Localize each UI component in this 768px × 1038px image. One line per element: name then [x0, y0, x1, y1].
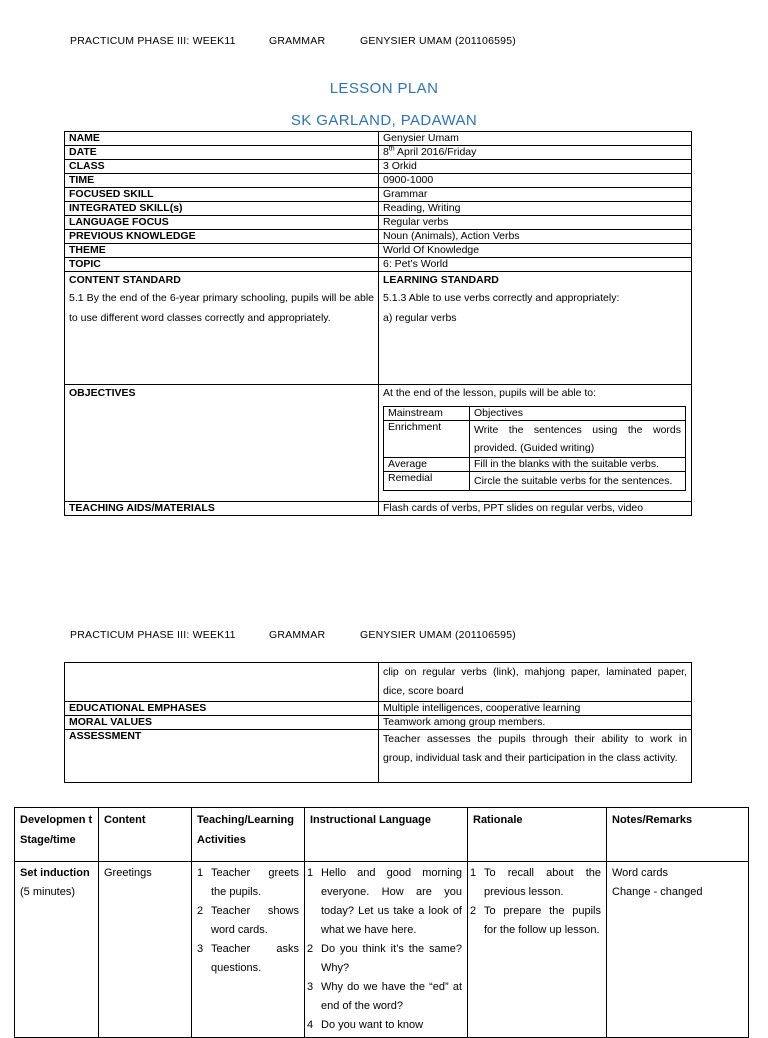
- moral-label: MORAL VALUES: [65, 716, 379, 730]
- content-standard-text: 5.1 By the end of the 6-year primary schooling, pupils will be able to use different word classes correctly and appropriately.: [69, 292, 374, 324]
- col-rationale: Rationale: [468, 808, 607, 862]
- learning-standard-2: a) regular verbs: [383, 312, 457, 324]
- obj-text: Fill in the blanks with the suitable verbs.: [470, 458, 686, 472]
- lesson-procedure-table: [14, 807, 749, 1038]
- time-value: 0900-1000: [379, 174, 692, 188]
- obj-head-objectives: Objectives: [470, 407, 686, 421]
- note-item: Word cards: [612, 867, 669, 879]
- activities-cell: [192, 862, 305, 1038]
- stage-label: Set induction: [20, 867, 90, 879]
- theme-label: THEME: [65, 244, 379, 258]
- date-sup: th: [388, 145, 395, 153]
- content-standard-cell: [65, 272, 379, 385]
- language-item: 4 Do you want to know: [307, 1019, 424, 1031]
- objectives-table: [383, 406, 686, 491]
- assess-value: Teacher assesses the pupils through their ability to work in group, individual task and their participation in the class activity.: [379, 730, 692, 783]
- obj-level: Remedial: [384, 472, 470, 491]
- obj-level: Enrichment: [384, 421, 470, 458]
- integrated-label: INTEGRATED SKILL(s): [65, 202, 379, 216]
- moral-value: Teamwork among group members.: [379, 716, 692, 730]
- col-notes: Notes/Remarks: [607, 808, 749, 862]
- objectives-label: OBJECTIVES: [65, 385, 379, 502]
- page-header: [70, 35, 516, 47]
- learning-standard-1: 5.1.3 Able to use verbs correctly and appropriately:: [383, 292, 620, 304]
- header-subject: GRAMMAR: [269, 629, 326, 641]
- obj-head-mainstream: Mainstream: [384, 407, 470, 421]
- language-cell: [305, 862, 468, 1038]
- assess-label: ASSESSMENT: [65, 730, 379, 783]
- prev-label: PREVIOUS KNOWLEDGE: [65, 230, 379, 244]
- date-day: 8: [383, 146, 389, 158]
- col-activities: Teaching/Learning Activities: [192, 808, 305, 862]
- header-author: GENYSIER UMAM (201106595): [360, 35, 516, 47]
- name-value: Genysier Umam: [379, 132, 692, 146]
- date-label: DATE: [65, 146, 379, 160]
- activity-item: 1 Teacher greets the pupils.: [197, 867, 299, 898]
- integrated-value: Reading, Writing: [379, 202, 692, 216]
- topic-value: 6: Pet’s World: [379, 258, 692, 272]
- class-value: 3 Orkid: [379, 160, 692, 174]
- content-value: Greetings: [99, 862, 192, 1038]
- focus-label: LANGUAGE FOCUS: [65, 216, 379, 230]
- name-label: NAME: [65, 132, 379, 146]
- content-standard-label: CONTENT STANDARD: [69, 274, 181, 286]
- notes-cell: [607, 862, 749, 1038]
- header-phase: PRACTICUM PHASE III: WEEK11: [70, 629, 236, 641]
- prev-value: Noun (Animals), Action Verbs: [379, 230, 692, 244]
- header-author: GENYSIER UMAM (201106595): [360, 629, 516, 641]
- topic-label: TOPIC: [65, 258, 379, 272]
- time-label: TIME: [65, 174, 379, 188]
- learning-standard-label: LEARNING STANDARD: [383, 274, 499, 286]
- obj-text: Write the sentences using the words provided. (Guided writing): [470, 421, 686, 458]
- page-title: LESSON PLAN: [329, 80, 439, 97]
- aids-cont-value: clip on regular verbs (link), mahjong paper, laminated paper, dice, score board: [379, 663, 692, 702]
- date-value: [379, 146, 692, 160]
- rationale-item: 2 To prepare the pupils for the follow up lesson.: [470, 905, 601, 936]
- aids-cont-empty: [65, 663, 379, 702]
- focus-value: Regular verbs: [379, 216, 692, 230]
- activity-item: 2 Teacher shows word cards.: [197, 905, 299, 936]
- rationale-item: 1 To recall about the previous lesson.: [470, 867, 601, 898]
- aids-value: Flash cards of verbs, PPT slides on regular verbs, video: [379, 502, 692, 516]
- stage-cell: [15, 862, 99, 1038]
- col-language: Instructional Language: [305, 808, 468, 862]
- lesson-info-table: [64, 131, 692, 516]
- language-item: 1 Hello and good morning everyone. How are you today? Let us take a look of what we have here.: [307, 867, 462, 936]
- header-subject: GRAMMAR: [269, 35, 326, 47]
- language-item: 3 Why do we have the “ed” at end of the word?: [307, 981, 462, 1012]
- language-item: 2 Do you think it’s the same? Why?: [307, 943, 462, 974]
- page-header-2: [70, 629, 516, 641]
- theme-value: World Of Knowledge: [379, 244, 692, 258]
- obj-level: Average: [384, 458, 470, 472]
- stage-time: (5 minutes): [20, 886, 76, 898]
- skill-label: FOCUSED SKILL: [65, 188, 379, 202]
- skill-value: Grammar: [379, 188, 692, 202]
- date-rest: April 2016/Friday: [394, 146, 477, 158]
- emphases-label: EDUCATIONAL EMPHASES: [65, 702, 379, 716]
- obj-text: Circle the suitable verbs for the sentences.: [470, 472, 686, 491]
- note-item: Change - changed: [612, 886, 703, 898]
- emphases-value: Multiple intelligences, cooperative learning: [379, 702, 692, 716]
- learning-standard-cell: [379, 272, 692, 385]
- objectives-intro: At the end of the lesson, pupils will be able to:: [383, 387, 597, 399]
- objectives-cell: [379, 385, 692, 502]
- school-name: SK GARLAND, PADAWAN: [290, 112, 478, 129]
- class-label: CLASS: [65, 160, 379, 174]
- lesson-info-table-2: [64, 662, 692, 783]
- aids-label: TEACHING AIDS/MATERIALS: [65, 502, 379, 516]
- header-phase: PRACTICUM PHASE III: WEEK11: [70, 35, 236, 47]
- col-content: Content: [99, 808, 192, 862]
- activity-item: 3 Teacher asks questions.: [197, 943, 299, 974]
- col-stage: Developmen t Stage/time: [15, 808, 99, 862]
- rationale-cell: [468, 862, 607, 1038]
